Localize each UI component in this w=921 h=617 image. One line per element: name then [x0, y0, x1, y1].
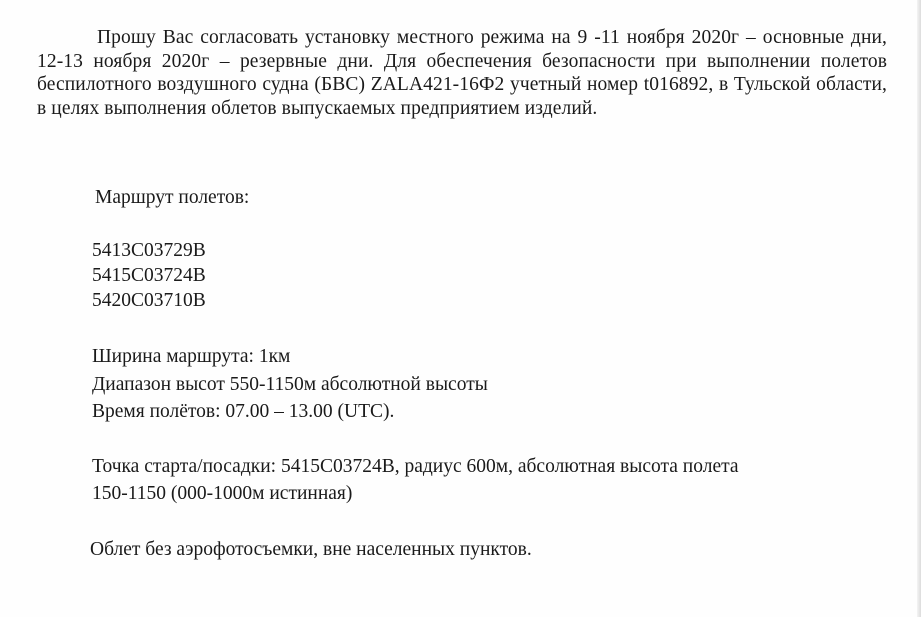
route-heading: Маршрут полетов:	[95, 187, 250, 208]
page-edge	[917, 0, 921, 617]
flight-time: Время полётов: 07.00 – 13.00 (UTC).	[92, 401, 395, 422]
route-points-list	[92, 238, 206, 313]
intro-paragraph: Прошу Вас согласовать установку местного режима на 9 -11 ноября 2020г – основные дни, 12-13 ноября 2020г – резервные дни. Для обеспечения безопасности при выполнении полетов беспилотного воздушного судна (БВС) ZALA421-16Ф2 учетный номер t016892, в Тульской области, в целях выполнения облетов выпускаемых предприятием изделий.	[37, 27, 887, 119]
altitude-range: Диапазон высот 550-1150м абсолютной высоты	[92, 374, 488, 395]
route-width: Ширина маршрута: 1км	[92, 346, 291, 367]
flight-note: Облет без аэрофотосъемки, вне населенных пунктов.	[90, 539, 532, 560]
takeoff-point-line1: Точка старта/посадки: 5415С03724В, радиус 600м, абсолютная высота полета	[92, 456, 739, 477]
route-point: 5415С03724В	[92, 265, 206, 286]
route-point: 5413С03729В	[92, 240, 206, 261]
takeoff-point-line2: 150-1150 (000-1000м истинная)	[92, 483, 353, 504]
route-point: 5420С03710В	[92, 290, 206, 311]
